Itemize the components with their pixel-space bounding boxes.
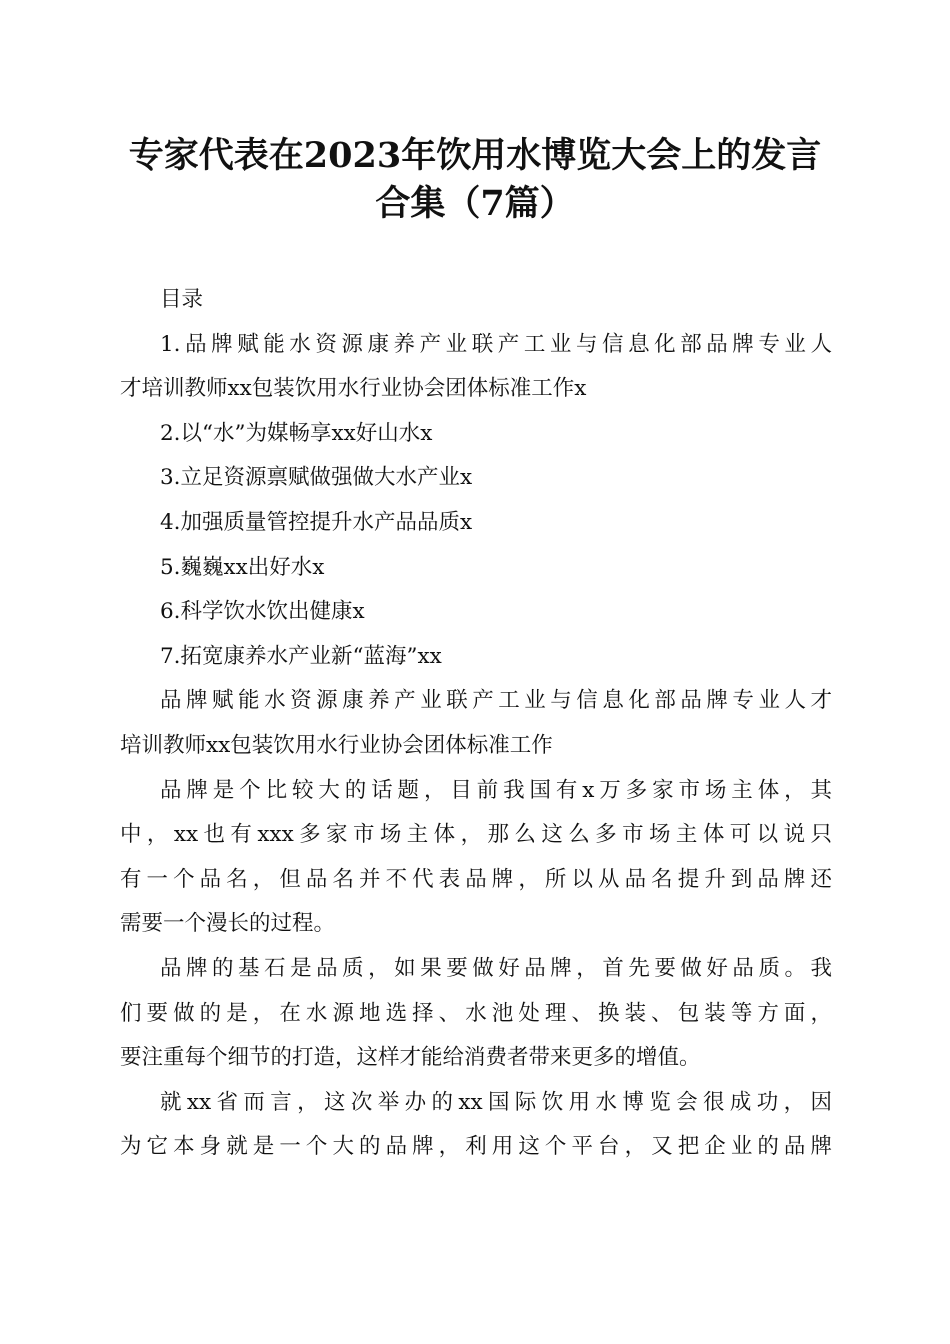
toc-item-3: 3.立足资源禀赋做强做大水产业x — [160, 465, 473, 491]
paragraph-1-line-1: 品牌是个比较大的话题，目前我国有x万多家市场主体，其 — [160, 777, 832, 803]
paragraph-3-line-2: 为它本身就是一个大的品牌，利用这个平台，又把企业的品牌 — [120, 1134, 832, 1160]
toc-item-4: 4.加强质量管控提升水产品品质x — [160, 509, 473, 535]
paragraph-3-line-1: 就xx省而言，这次举办的xx国际饮用水博览会很成功，因 — [160, 1089, 832, 1115]
document-title — [100, 132, 850, 228]
section-heading-line-1: 品牌赋能水资源康养产业联产工业与信息化部品牌专业人才 — [160, 688, 832, 714]
paragraph-2-line-3: 要注重每个细节的打造，这样才能给消费者带来更多的增值。 — [120, 1045, 701, 1071]
title-line-1: 专家代表在2023年饮用水博览大会上的发言 — [128, 135, 822, 176]
paragraph-1-line-2: 中，xx也有xxx多家市场主体，那么这么多市场主体可以说只 — [120, 822, 832, 848]
section-heading-line-2: 培训教师xx包装饮用水行业协会团体标准工作 — [120, 732, 553, 758]
toc-item-7: 7.拓宽康养水产业新“蓝海”xx — [160, 643, 442, 669]
paragraph-1-line-4: 需要一个漫长的过程。 — [120, 911, 336, 937]
toc-item-6: 6.科学饮水饮出健康x — [160, 599, 365, 625]
toc-item-5: 5.巍巍xx出好水x — [160, 554, 325, 580]
toc-item-1-line-1: 1.品牌赋能水资源康养产业联产工业与信息化部品牌专业人 — [160, 331, 832, 357]
toc-item-2: 2.以“水”为媒畅享xx好山水x — [160, 420, 433, 446]
toc-heading: 目录 — [160, 287, 204, 312]
toc-item-1-line-2: 才培训教师xx包装饮用水行业协会团体标准工作x — [120, 376, 587, 402]
title-line-2: 合集（7篇） — [375, 183, 575, 224]
document-body — [120, 278, 832, 1170]
paragraph-2-line-2: 们要做的是，在水源地选择、水池处理、换装、包装等方面， — [120, 1000, 832, 1026]
paragraph-2-line-1: 品牌的基石是品质，如果要做好品牌，首先要做好品质。我 — [160, 955, 832, 981]
paragraph-1-line-3: 有一个品名，但品名并不代表品牌，所以从品名提升到品牌还 — [120, 866, 832, 892]
